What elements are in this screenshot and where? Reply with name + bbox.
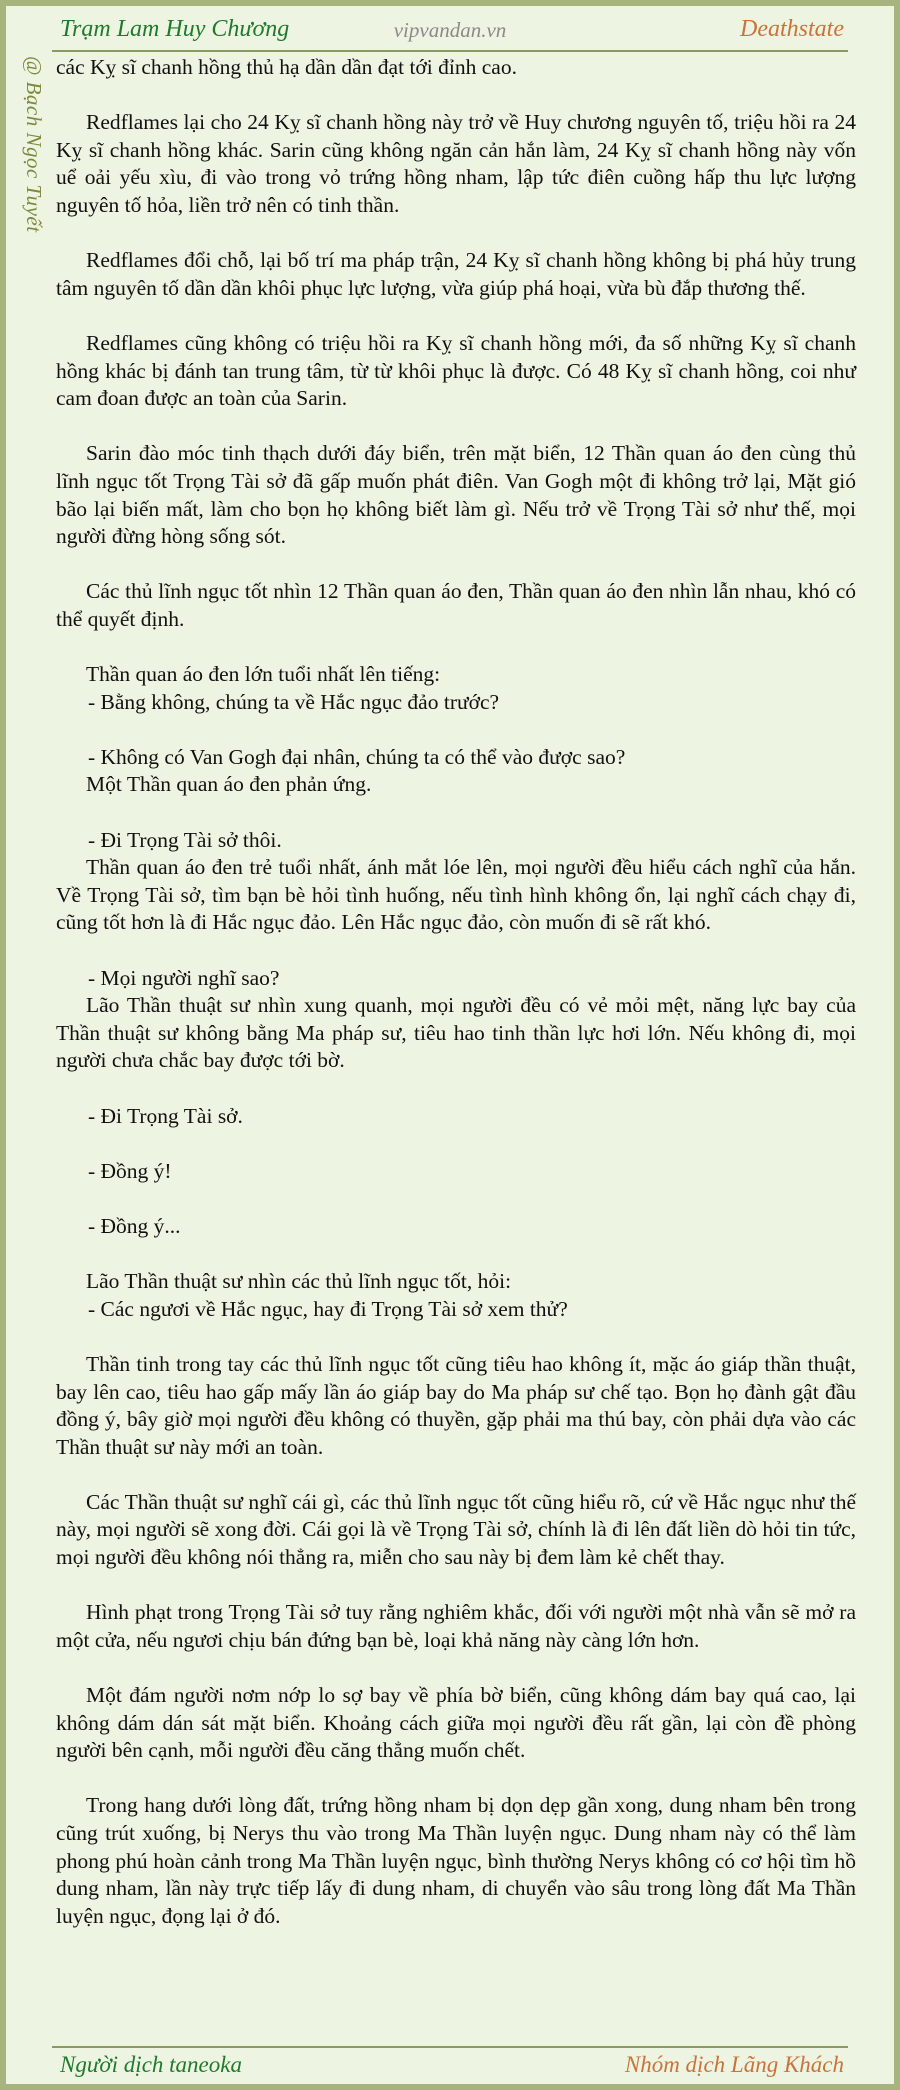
- text-line: Các Thần thuật sư nghĩ cái gì, các thủ lĩnh ngục tốt cũng hiểu rõ, cứ về Hắc ngục như thế này, mọi người sẽ xong đời. Cái gọi là về Trọng Tài sở, chính là đi lên đất liền dò hỏi tin tức, mọi người đều không nói thẳng ra, miễn cho sau này bị đem làm kẻ chết thay.: [56, 1489, 856, 1570]
- header-site-name: vipvandan.vn: [393, 18, 507, 42]
- text-line: Thần quan áo đen trẻ tuổi nhất, ánh mắt lóe lên, mọi người đều hiểu cách nghĩ của hắn. Về Trọng Tài sở, tìm bạn bè hỏi tình huống, nếu tình hình không ổn, lại nghĩ cách chạy đi, cũng tốt hơn là đi Hắc ngục đảo. Lên Hắc ngục đảo, còn muốn đi sẽ rất khó.: [56, 855, 856, 935]
- text-line: Một đám người nơm nớp lo sợ bay về phía bờ biển, cũng không dám bay quá cao, lại không dám dán sát mặt biển. Khoảng cách giữa mọi người đều rất gần, lại còn đề phòng người bên cạnh, mỗi người đều căng thẳng muốn chết.: [56, 1683, 856, 1763]
- dialogue-line: - Bằng không, chúng ta về Hắc ngục đảo trước?: [88, 689, 500, 714]
- dialogue-line: - Đồng ý...: [88, 1213, 181, 1238]
- text-line: Redflames lại cho 24 Kỵ sĩ chanh hồng này trở về Huy chương nguyên tố, triệu hồi ra 24 Kỵ sĩ chanh hồng khác. Sarin cũng không ngăn cản hắn làm, 24 Kỵ sĩ chanh hồng này vốn uể oải yếu xìu, đi vào trong vỏ trứng hồng nham, lập tức điên cuồng hấp thu lực lượng nguyên tố hỏa, liền trở nên có tinh thần.: [56, 110, 856, 217]
- text-line: Trong hang dưới lòng đất, trứng hồng nham bị dọn dẹp gần xong, dung nham bên trong cũng trút xuống, bị Nerys thu vào trong Ma Thần luyện ngục. Dung nham này có thể làm phong phú hoàn cảnh trong Ma Thần luyện ngục, bình thường Nerys không có cơ hội tìm hồ dung nham, lần này trực tiếp lấy đi dung nham, di chuyển vào sâu trong lòng đất Ma Thần luyện ngục, đọng lại ở đó.: [56, 1793, 856, 1928]
- text-line: Các thủ lĩnh ngục tốt nhìn 12 Thần quan áo đen, Thần quan áo đen nhìn lẫn nhau, khó có thể quyết định.: [56, 579, 856, 631]
- text-line: Redflames đổi chỗ, lại bố trí ma pháp trận, 24 Kỵ sĩ chanh hồng không bị phá hủy trung tâm nguyên tố dần dần khôi phục lực lượng, vừa giúp phá hoại, vừa bù đắp thương thế.: [56, 248, 856, 300]
- page-header: [52, 12, 848, 52]
- paragraph: [56, 330, 856, 413]
- paragraph: [56, 1351, 856, 1461]
- dialogue-line: - Không có Van Gogh đại nhân, chúng ta có thể vào được sao?: [88, 744, 626, 769]
- side-credit-label: @ Bạch Ngọc Tuyết: [22, 56, 46, 233]
- text-line: các Kỵ sĩ chanh hồng thủ hạ dần dần đạt tới đỉnh cao.: [56, 55, 517, 79]
- paragraph: [56, 1489, 856, 1572]
- paragraph: [56, 578, 856, 633]
- paragraph: [56, 965, 856, 1075]
- text-line: Hình phạt trong Trọng Tài sở tuy rằng nghiêm khắc, đối với người một nhà vẫn sẽ mở ra một cửa, nếu ngươi chịu bán đứng bạn bè, loại khả năng này càng lớn hơn.: [56, 1600, 856, 1652]
- paragraph: [56, 661, 856, 716]
- dialogue-line: - Mọi người nghĩ sao?: [88, 965, 280, 990]
- text-line: Sarin đào móc tinh thạch dưới đáy biển, trên mặt biển, 12 Thần quan áo đen cùng thủ lĩnh ngục tốt Trọng Tài sở đã gấp muốn phát điên. Van Gogh một đi không trở lại, Mặt gió bão lại biến mất, làm cho bọn họ không biết làm gì. Nếu trở về Trọng Tài sở như thế, mọi người đừng hòng sống sót.: [56, 441, 856, 549]
- paragraph: [56, 1682, 856, 1765]
- footer-group: Nhóm dịch Lãng Khách: [624, 2052, 844, 2077]
- page-footer: [52, 2046, 848, 2088]
- paragraph: [56, 827, 856, 937]
- body-text: [56, 54, 856, 1930]
- footer-translator: Người dịch taneoka: [60, 2052, 242, 2077]
- paragraph: [56, 54, 856, 82]
- dialogue-line: - Các ngươi về Hắc ngục, hay đi Trọng Tài sở xem thử?: [88, 1296, 568, 1321]
- paragraph: [56, 1158, 856, 1186]
- text-line: Redflames cũng không có triệu hồi ra Kỵ sĩ chanh hồng mới, đa số những Kỵ sĩ chanh hồng khác bị đánh tan trung tâm, từ từ khôi phục là được. Có 48 Kỵ sĩ chanh hồng, coi như cam đoan được an toàn của Sarin.: [56, 330, 856, 411]
- paragraph: [56, 1268, 856, 1323]
- text-line: Lão Thần thuật sư nhìn xung quanh, mọi người đều có vẻ mỏi mệt, năng lực bay của Thần thuật sư không bằng Ma pháp sư, tiêu hao tinh thần lực hơi lớn. Nếu không đi, mọi người chưa chắc bay được tới bờ.: [56, 993, 856, 1073]
- header-left-title: Trạm Lam Huy Chương: [60, 16, 290, 42]
- dialogue-line: - Đồng ý!: [88, 1158, 172, 1183]
- text-line: Thần quan áo đen lớn tuổi nhất lên tiếng:: [86, 662, 441, 687]
- dialogue-line: - Đi Trọng Tài sở.: [88, 1103, 243, 1128]
- paragraph: [56, 1213, 856, 1241]
- paragraph: [56, 1792, 856, 1930]
- header-right-title: Deathstate: [740, 16, 844, 42]
- paragraph: [56, 109, 856, 219]
- text-line: Thần tinh trong tay các thủ lĩnh ngục tốt cũng tiêu hao không ít, mặc áo giáp thần thuật, bay lên cao, tiêu hao gấp mấy lần áo giáp bay do Ma pháp sư chế tạo. Bọn họ đành gật đầu đồng ý, bây giờ mọi người đều không có thuyền, gặp phải ma thú bay, còn phải dựa vào các Thần thuật sư này mới an toàn.: [56, 1351, 856, 1459]
- dialogue-line: - Đi Trọng Tài sở thôi.: [88, 827, 282, 852]
- paragraph: [56, 1599, 856, 1654]
- paragraph: [56, 744, 856, 799]
- paragraph: [56, 440, 856, 550]
- paragraph: [56, 247, 856, 302]
- text-line: Lão Thần thuật sư nhìn các thủ lĩnh ngục tốt, hỏi:: [86, 1269, 512, 1294]
- paragraph: [56, 1103, 856, 1131]
- text-line: Một Thần quan áo đen phản ứng.: [86, 772, 372, 797]
